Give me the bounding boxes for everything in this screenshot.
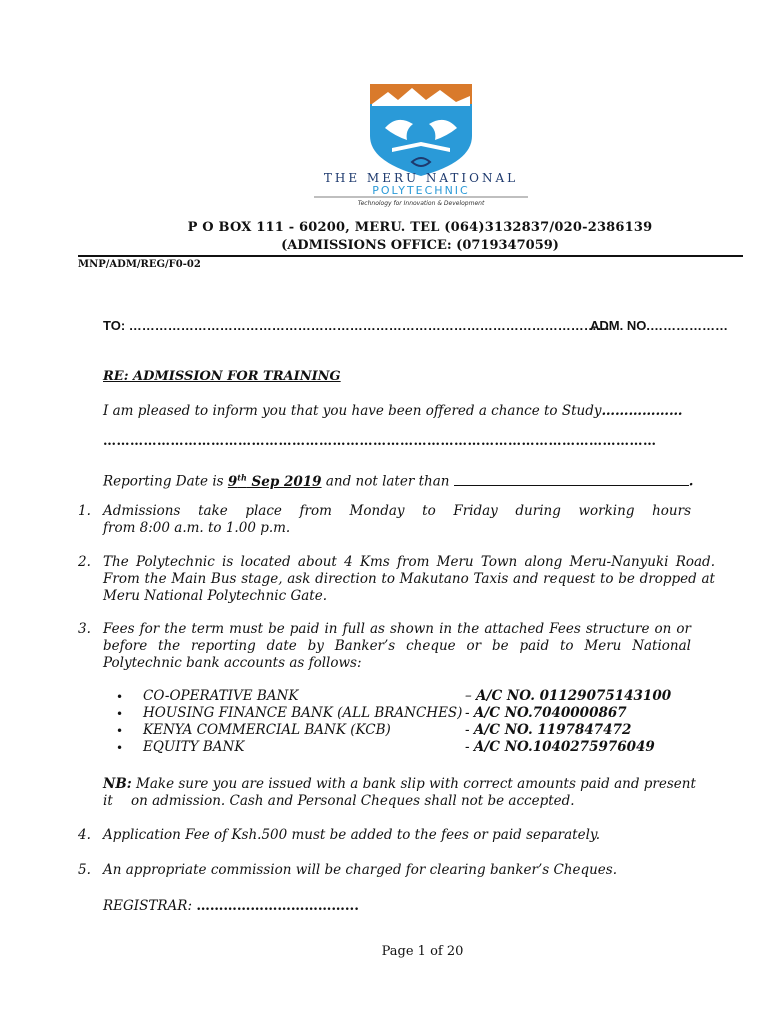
bank-account [465, 722, 631, 738]
bank-account [465, 688, 671, 704]
reporting-prefix: Reporting Date is [103, 473, 228, 490]
bank-dash: - [465, 739, 474, 755]
item-4-number: 4. [78, 827, 91, 843]
reporting-blank-line [454, 473, 689, 486]
study-dots-line: …………………………………………………………………………………………………………… [103, 434, 657, 449]
item-1-text-cont: from 8:00 a.m. to 1.00 p.m. [103, 520, 291, 536]
form-reference: MNP/ADM/REG/F0-02 [78, 259, 201, 270]
registrar-label: REGISTRAR: [103, 898, 197, 914]
reporting-day: 9 [227, 473, 238, 490]
bank-name: KENYA COMMERCIAL BANK (KCB) [143, 722, 391, 738]
registrar-signature-line [103, 898, 359, 915]
bank-bullet: • [116, 724, 124, 738]
header-address: P O BOX 111 - 60200, MERU. TEL (064)3132837/020-2386139 [187, 220, 653, 235]
reporting-end: . [688, 473, 694, 490]
logo-name-line2: POLYTECHNIC [372, 184, 470, 197]
bank-dash: - [465, 705, 474, 721]
reporting-suffix: and not later than [321, 473, 454, 490]
bank-account-number: A/C NO. 1197847472 [473, 722, 632, 738]
bank-account-number: A/C NO.7040000867 [473, 705, 627, 721]
item-1-text: Admissions take place from Monday to Friday during working hours [103, 503, 691, 519]
intro-dots: ……………… [601, 403, 683, 419]
subject-line: RE: ADMISSION FOR TRAINING [103, 369, 341, 384]
item-4-text: Application Fee of Ksh.500 must be added to the fees or paid separately. [103, 827, 601, 843]
item-5-text: An appropriate commission will be charged for clearing banker’s Cheques. [103, 862, 618, 878]
item-2-number: 2. [78, 554, 91, 570]
to-field: TO: ………………………………………………………………………………………………… [103, 318, 610, 333]
item-3-number: 3. [78, 621, 91, 637]
bank-bullet: • [116, 707, 124, 721]
bank-name: CO-OPERATIVE BANK [143, 688, 299, 704]
nb-note-cont: on admission. Cash and Personal Cheques shall not be accepted. [131, 793, 575, 809]
adm-no-field: ADM. NO.……………… [590, 318, 728, 333]
header-divider [78, 255, 743, 257]
bank-dash: - [465, 722, 474, 738]
bank-name: EQUITY BANK [143, 739, 245, 755]
logo-name-line1: THE MERU NATIONAL [323, 171, 519, 185]
item-2-text: The Polytechnic is located about 4 Kms from Meru Town along Meru-Nanyuki Road. From the Main Bus stage, ask direction to Makutano Taxis and request to be dropped at Meru National Polytechnic Gate. [103, 554, 715, 604]
bank-account [465, 705, 627, 721]
logo-tagline: Technology for Innovation & Development [357, 200, 485, 207]
reporting-date [103, 469, 693, 491]
intro-text: I am pleased to inform you that you have been offered a chance to Study [103, 403, 602, 419]
nb-label: NB: [103, 776, 132, 792]
bank-account-number: A/C NO.1040275976049 [473, 739, 655, 755]
bank-dash: – [465, 688, 477, 704]
bank-bullet: • [116, 741, 124, 755]
item-5-number: 5. [78, 862, 91, 878]
reporting-month-year: Sep 2019 [246, 473, 322, 490]
item-1-number: 1. [78, 503, 91, 519]
intro-paragraph [103, 403, 682, 420]
registrar-dots: ……………………………... [196, 898, 359, 914]
bank-bullet: • [116, 690, 124, 704]
bank-account-number: A/C NO. 01129075143100 [476, 688, 672, 704]
polytechnic-logo [300, 78, 540, 208]
item-3-text: Fees for the term must be paid in full as shown in the attached Fees structure on or before the reporting date by Banker’s cheque or be paid to Meru National Polytechnic bank accounts as follows: [103, 621, 691, 671]
page-number: Page 1 of 20 [381, 944, 464, 959]
nb-text: Make sure you are issued with a bank slip with correct amounts paid and present it [103, 776, 696, 809]
header-admissions-office: (ADMISSIONS OFFICE: (0719347059) [281, 238, 559, 253]
bank-name: HOUSING FINANCE BANK (ALL BRANCHES) [143, 705, 463, 721]
reporting-day-suffix: th [237, 472, 247, 482]
bank-account [465, 739, 655, 755]
